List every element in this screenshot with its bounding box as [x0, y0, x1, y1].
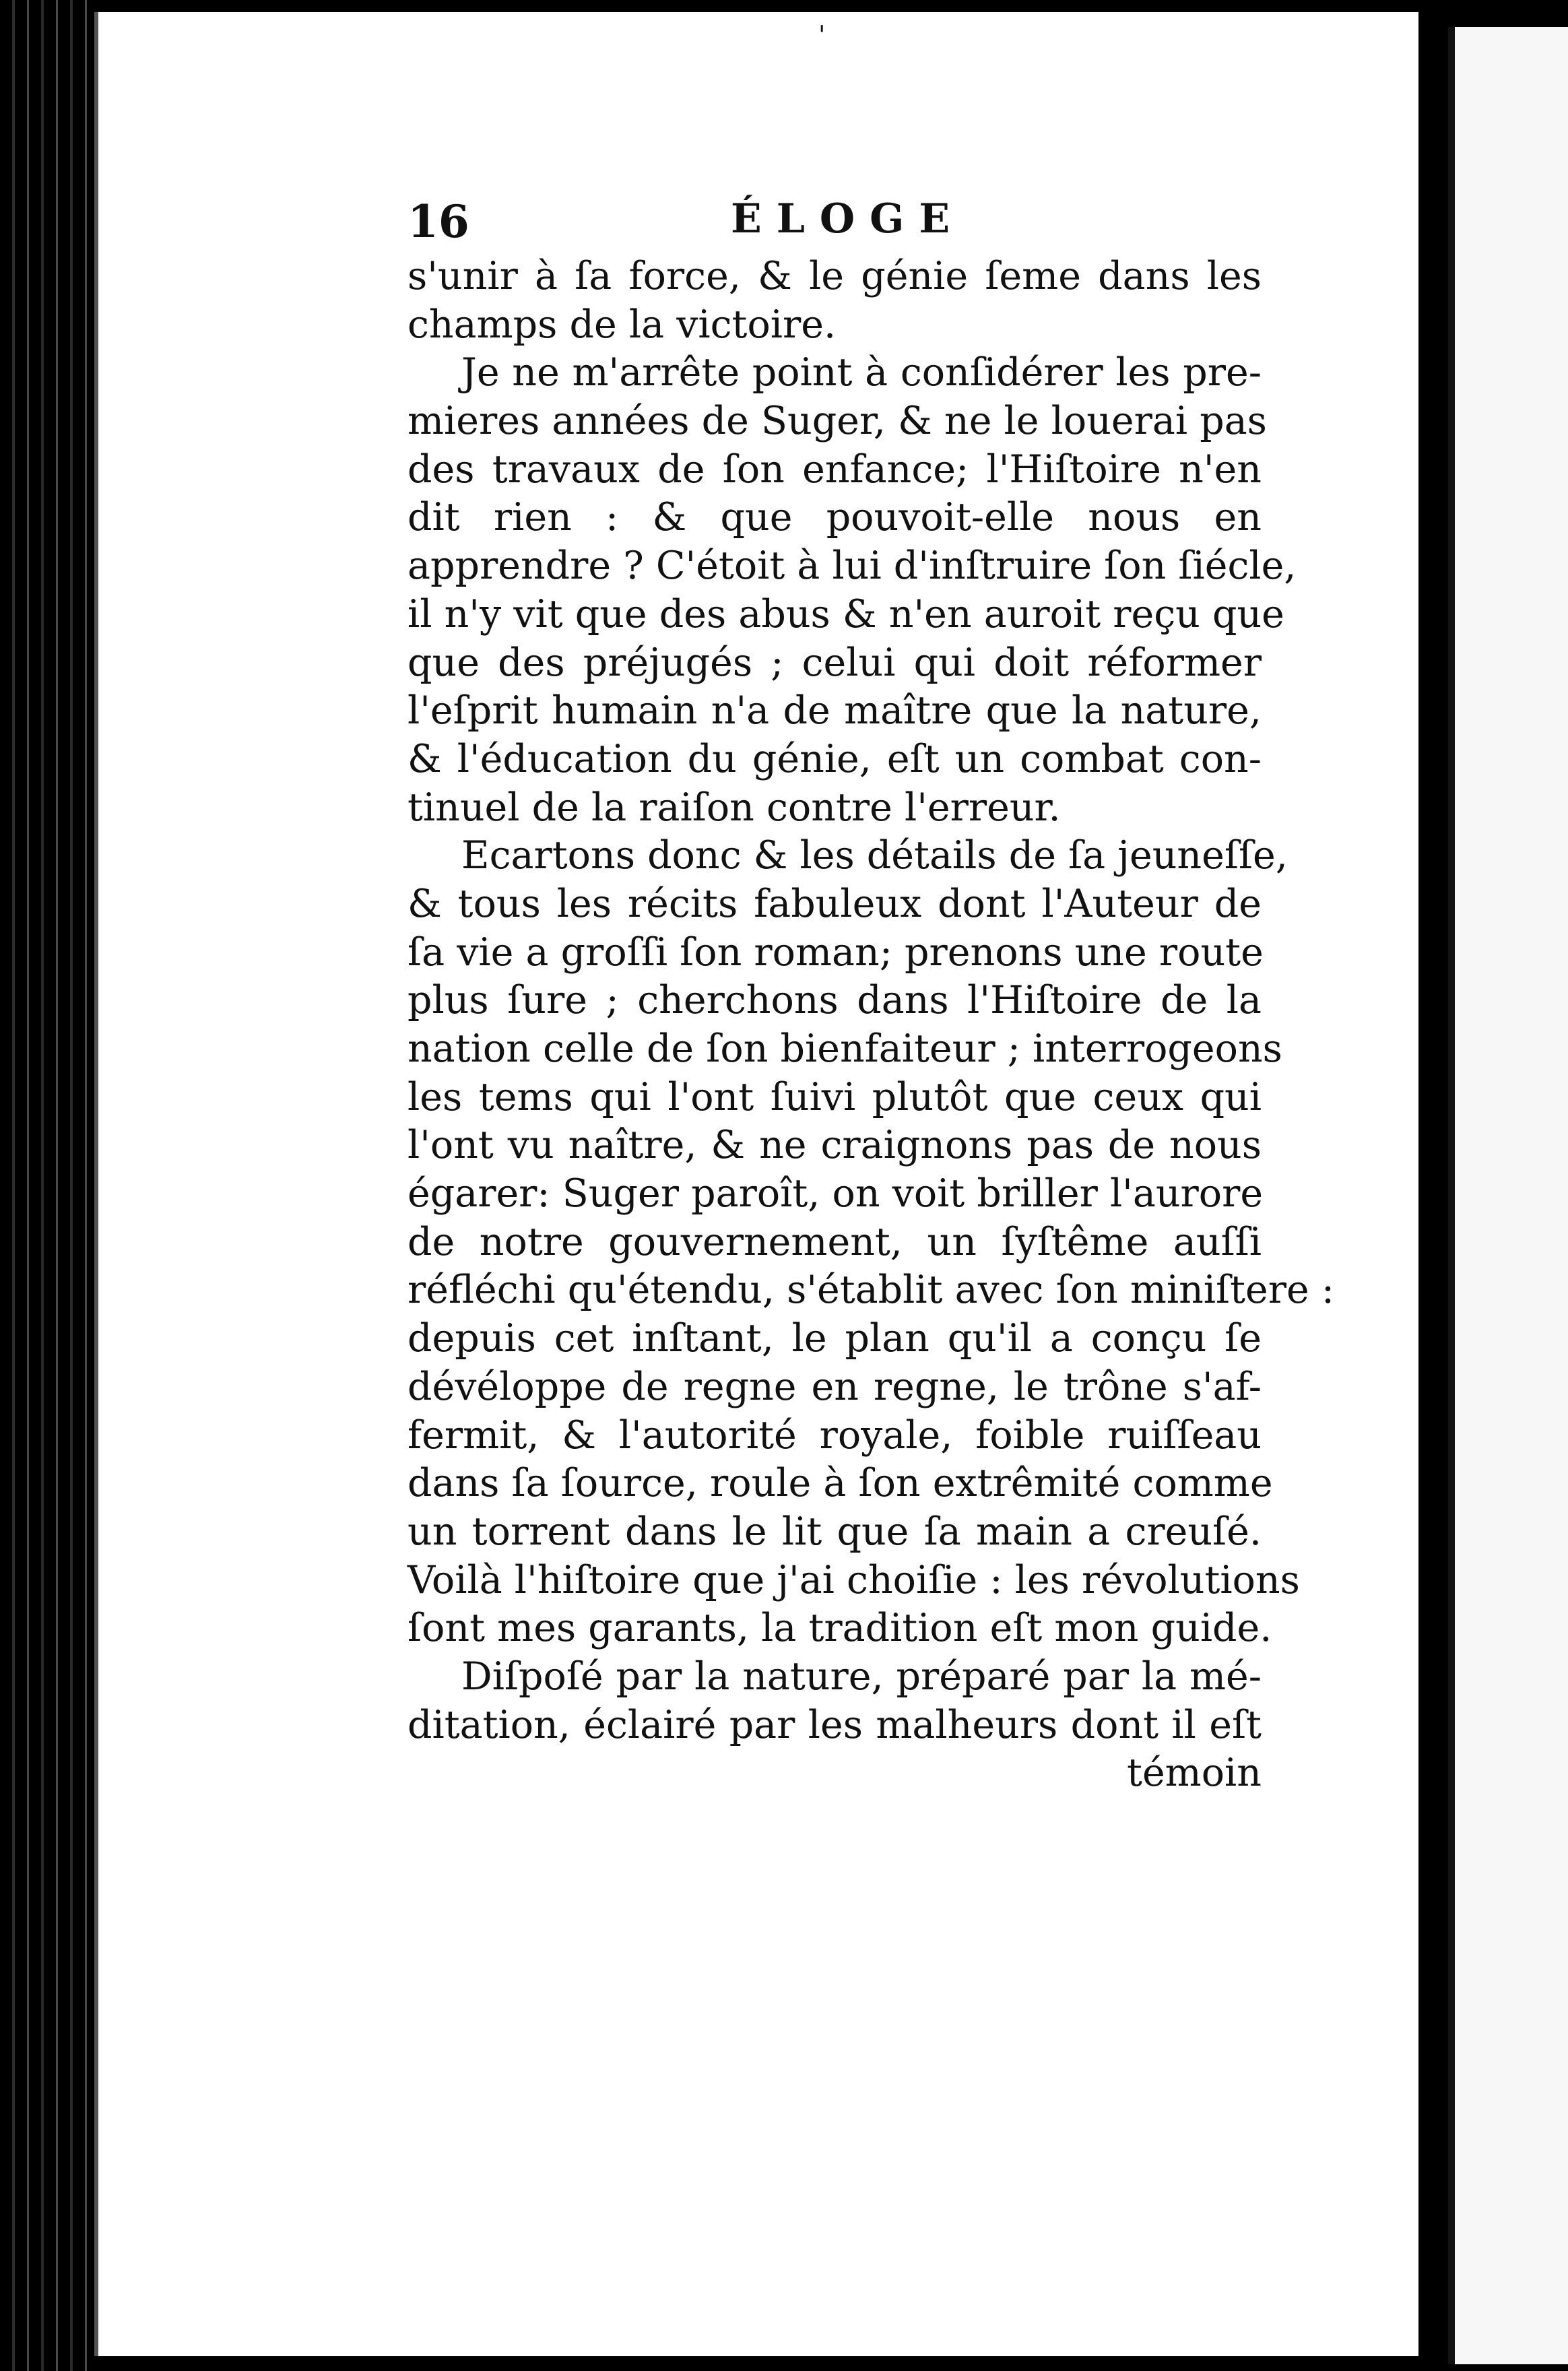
running-head: ÉLOGE: [731, 195, 965, 242]
text-line: dans ſa ſource, roule à ſon extrêmité comme: [407, 1461, 1273, 1506]
text-line: Diſpoſé par la nature, préparé par la mé-: [461, 1654, 1262, 1699]
text-line: que des préjugés ; celui qui doit réformer: [407, 640, 1262, 685]
text-line: ſa vie a groſſi ſon roman; prenons une route: [407, 930, 1264, 975]
text-line: dit rien : & que pouvoit-elle nous en: [407, 495, 1262, 540]
text-line: ſont mes garants, la tradition eſt mon guide.: [407, 1606, 1272, 1651]
text-line: nation celle de ſon bienfaiteur ; interrogeons: [407, 1027, 1282, 1071]
text-line: apprendre ? C'étoit à lui d'inſtruire ſon ſiécle,: [407, 544, 1297, 589]
text-line: champs de la victoire.: [407, 302, 837, 347]
text-line: des travaux de ſon enfance; l'Hiſtoire n'en: [407, 447, 1262, 492]
text-line: fermit, & l'autorité royale, foible ruiſſeau: [407, 1412, 1262, 1458]
text-line: il n'y vit que des abus & n'en auroit reçu que: [407, 591, 1284, 637]
binding-edge: [0, 0, 94, 2371]
body-text: [407, 253, 1335, 1798]
text-line: Je ne m'arrête point à conſidérer les pre-: [461, 350, 1262, 395]
text-line: réfléchi qu'étendu, s'établit avec ſon miniſtere :: [407, 1268, 1335, 1313]
text-line: & l'éducation du génie, eſt un combat con-: [407, 736, 1262, 781]
top-mark: ': [818, 20, 826, 50]
page-number: 16: [407, 195, 469, 248]
text-line: mieres années de Suger, & ne le louerai pas: [407, 399, 1267, 444]
text-line: & tous les récits fabuleux dont l'Auteur de: [407, 881, 1262, 926]
text-line: Ecartons donc & les détails de ſa jeuneſſe,: [461, 833, 1288, 878]
text-line: dévéloppe de regne en regne, le trône s'af-: [407, 1364, 1262, 1409]
text-line: l'ont vu naître, & ne craignons pas de nous: [407, 1123, 1262, 1168]
text-line: Voilà l'hiſtoire que j'ai choiſie : les révolutions: [407, 1557, 1300, 1602]
page-gutter: [1414, 0, 1448, 2371]
text-line: les tems qui l'ont ſuivi plutôt que ceux qui: [407, 1074, 1262, 1119]
text-line: tinuel de la raiſon contre l'erreur.: [407, 785, 1061, 830]
text-line: ditation, éclairé par les malheurs dont il eſt: [407, 1702, 1262, 1747]
page-header: [407, 195, 1256, 249]
text-line: égarer: Suger paroît, on voit briller l'aurore: [407, 1171, 1264, 1216]
text-line: s'unir à ſa force, & le génie ſeme dans les: [407, 254, 1262, 298]
facing-page-edge: [1448, 27, 1568, 2364]
catchword: témoin: [1127, 1751, 1262, 1796]
text-line: l'eſprit humain n'a de maître que la nature,: [407, 688, 1262, 734]
text-line: de notre gouvernement, un ſyſtême auſſi: [407, 1219, 1262, 1264]
text-line: un torrent dans le lit que ſa main a creuſé.: [407, 1509, 1262, 1554]
text-line: depuis cet inſtant, le plan qu'il a conçu ſe: [407, 1316, 1262, 1361]
text-line: plus ſure ; cherchons dans l'Hiſtoire de la: [407, 978, 1262, 1023]
